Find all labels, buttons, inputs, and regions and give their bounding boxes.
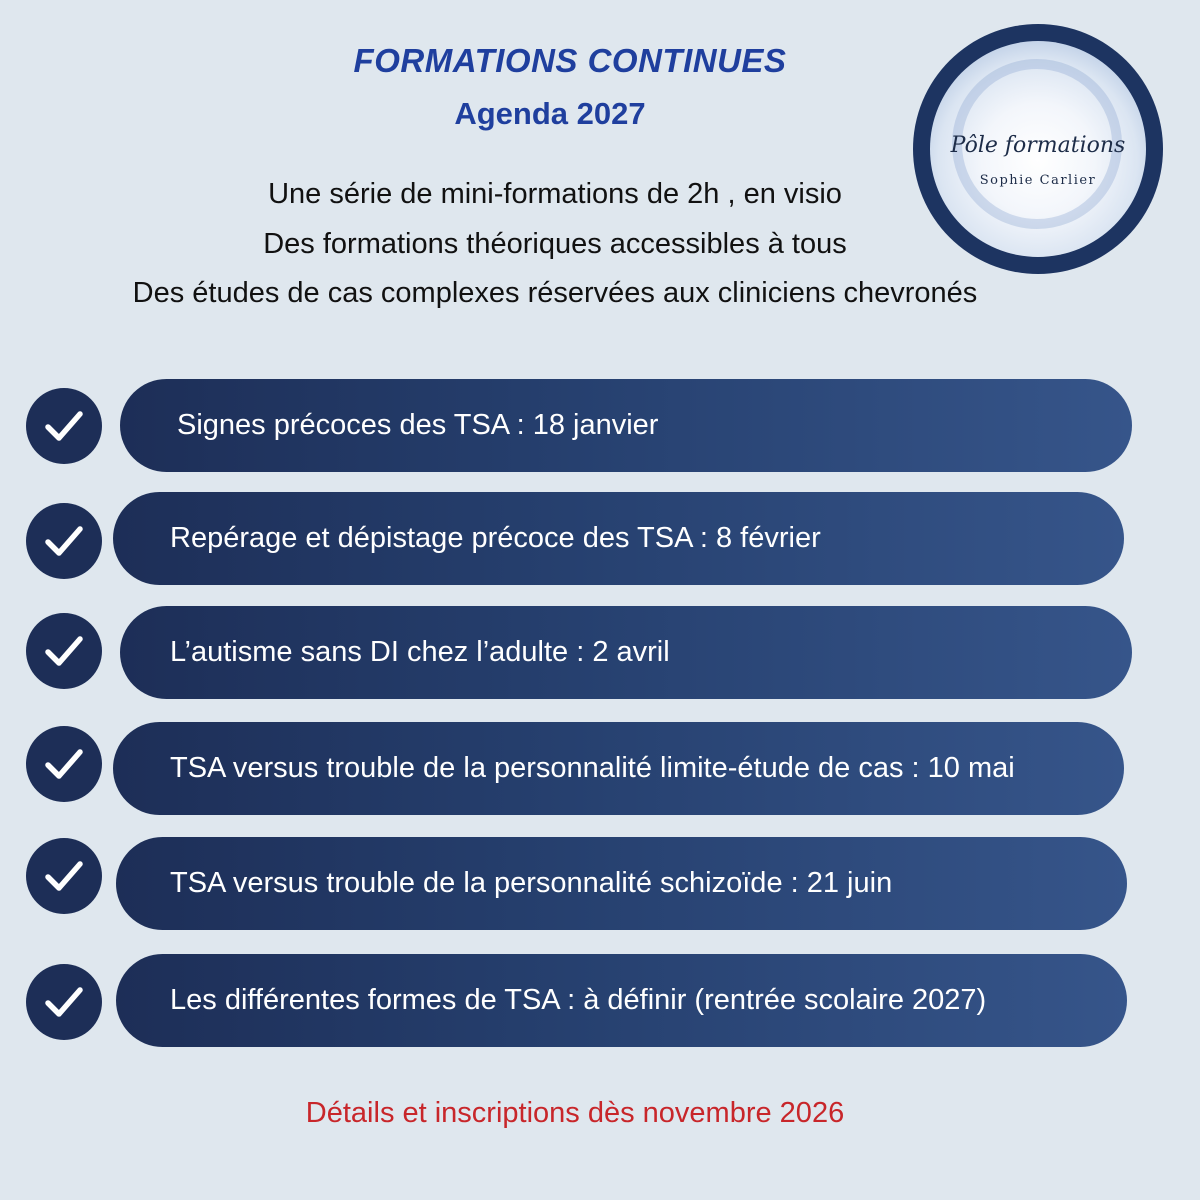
checkmark-icon — [26, 726, 102, 802]
intro-line-3: Des études de cas complexes réservées aux cliniciens chevronés — [132, 277, 978, 309]
agenda-item-label: Repérage et dépistage précoce des TSA : 8 février — [113, 492, 1124, 585]
checkmark-icon — [26, 503, 102, 579]
agenda-item-label: Signes précoces des TSA : 18 janvier — [120, 379, 1132, 472]
checkmark-icon — [26, 838, 102, 914]
logo-name: Sophie Carlier — [979, 173, 1097, 188]
logo — [913, 24, 1163, 274]
checkmark-icon — [26, 964, 102, 1040]
logo-badge — [930, 41, 1146, 257]
agenda-item-label: L’autisme sans DI chez l’adulte : 2 avril — [120, 606, 1132, 699]
agenda-item-label: TSA versus trouble de la personnalité limite-étude de cas : 10 mai — [113, 722, 1124, 815]
footer-note: Détails et inscriptions dès novembre 2026 — [305, 1097, 845, 1129]
intro-line-1: Une série de mini-formations de 2h , en visio — [268, 178, 842, 210]
checkmark-icon — [26, 613, 102, 689]
page-subtitle: Agenda 2027 — [454, 96, 646, 131]
checkmark-icon — [26, 388, 102, 464]
page-title: FORMATIONS CONTINUES — [353, 42, 787, 79]
agenda-item-label: TSA versus trouble de la personnalité schizoïde : 21 juin — [116, 837, 1127, 930]
logo-script-text: Pôle formations — [950, 133, 1126, 158]
intro-line-2: Des formations théoriques accessibles à tous — [263, 228, 847, 260]
agenda-item-label: Les différentes formes de TSA : à définir (rentrée scolaire 2027) — [116, 954, 1127, 1047]
